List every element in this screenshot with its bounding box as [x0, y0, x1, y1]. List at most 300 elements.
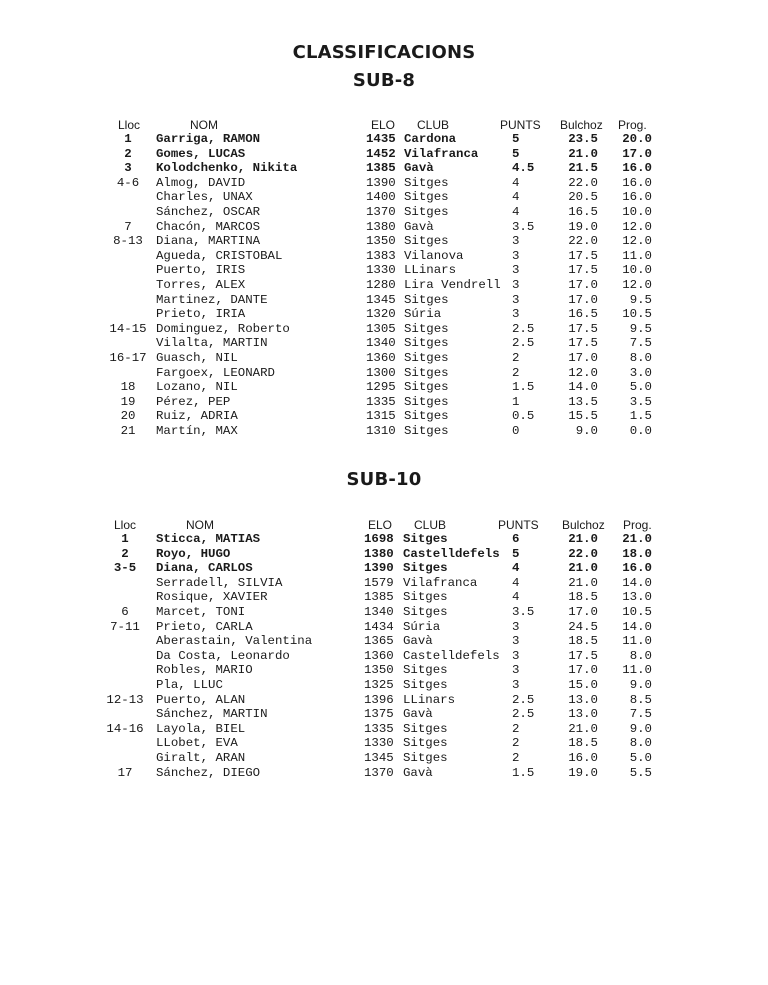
cell-club: Sitges [403, 663, 448, 678]
cell-punts: 4.5 [512, 161, 535, 176]
cell-elo: 1370 [364, 765, 394, 780]
table-row [0, 547, 768, 562]
cell-punts: 4 [512, 205, 520, 219]
cell-club: Vilanova [404, 248, 464, 263]
cell-prog: 11.0 [622, 248, 652, 263]
cell-elo: 1380 [366, 219, 396, 234]
table-row [0, 409, 768, 424]
table-row [0, 176, 768, 191]
cell-prog: 12.0 [622, 234, 652, 249]
cell-punts: 2 [512, 351, 520, 365]
cell-club: Gavà [404, 161, 434, 176]
cell-bulchoz: 17.0 [568, 351, 598, 365]
cell-elo: 1370 [366, 205, 396, 219]
table-row [0, 561, 768, 576]
cell-club: Sitges [403, 721, 448, 736]
cell-name: Giralt, ARAN [156, 751, 246, 765]
cell-bulchoz: 23.5 [568, 132, 598, 146]
cell-elo: 1305 [366, 321, 396, 336]
cell-club: Sitges [404, 424, 449, 438]
cell-club: Sitges [404, 380, 449, 395]
cell-club: Castelldefels [403, 546, 500, 561]
cell-club: Sitges [403, 605, 448, 619]
cell-punts: 3 [512, 648, 520, 663]
cell-name: Royo, HUGO [156, 546, 231, 561]
cell-elo: 1390 [364, 561, 394, 576]
cell-name: Agueda, CRISTOBAL [156, 248, 283, 263]
cell-bulchoz: 17.5 [568, 248, 598, 263]
cell-elo: 1435 [366, 132, 396, 146]
cell-lloc: 8-13 [113, 234, 143, 249]
cell-punts: 6 [512, 532, 520, 546]
cell-club: Sitges [404, 190, 449, 205]
cell-bulchoz: 17.5 [568, 321, 598, 336]
table-row [0, 380, 768, 395]
header-prog: Prog. [618, 118, 647, 132]
cell-punts: 0.5 [512, 409, 535, 424]
table-row [0, 678, 768, 693]
cell-prog: 11.0 [622, 663, 652, 678]
cell-punts: 2 [512, 365, 520, 380]
cell-lloc: 7 [124, 219, 132, 234]
cell-bulchoz: 12.0 [568, 365, 598, 380]
cell-punts: 0 [512, 424, 520, 438]
table-row [0, 663, 768, 678]
cell-club: Vilafranca [403, 575, 478, 590]
header-lloc: Lloc [118, 118, 141, 132]
table-row [0, 234, 768, 249]
cell-bulchoz: 19.0 [568, 219, 598, 234]
cell-name: Martinez, DANTE [156, 292, 268, 307]
table-row [0, 205, 768, 220]
cell-name: Serradell, SILVIA [156, 575, 283, 590]
cell-elo: 1698 [364, 532, 394, 546]
cell-bulchoz: 24.5 [568, 619, 598, 634]
cell-club: LLinars [404, 263, 457, 278]
cell-elo: 1360 [366, 351, 396, 365]
cell-elo: 1434 [364, 619, 394, 634]
cell-club: Gavà [403, 707, 433, 722]
cell-punts: 4 [512, 575, 520, 590]
cell-prog: 1.5 [629, 409, 652, 424]
table-row [0, 576, 768, 591]
cell-prog: 5.0 [629, 380, 652, 395]
table-row [0, 132, 768, 147]
cell-prog: 14.0 [622, 619, 652, 634]
cell-club: LLinars [403, 692, 456, 707]
cell-prog: 10.0 [622, 263, 652, 278]
cell-bulchoz: 17.5 [568, 336, 598, 351]
cell-prog: 8.0 [629, 351, 652, 365]
cell-punts: 2.5 [512, 692, 535, 707]
cell-name: Vilalta, MARTIN [156, 336, 268, 351]
cell-elo: 1380 [364, 546, 394, 561]
cell-name: Sticca, MATIAS [156, 532, 261, 546]
cell-club: Cardona [404, 132, 457, 146]
cell-name: Robles, MARIO [156, 663, 253, 678]
cell-bulchoz: 16.5 [568, 205, 598, 219]
cell-elo: 1390 [366, 175, 396, 190]
table-row [0, 263, 768, 278]
cell-bulchoz: 21.0 [568, 575, 598, 590]
header-club: CLUB [414, 518, 447, 532]
cell-bulchoz: 14.0 [568, 380, 598, 395]
cell-bulchoz: 18.5 [568, 736, 598, 751]
cell-bulchoz: 22.0 [568, 546, 598, 561]
cell-punts: 2.5 [512, 336, 535, 351]
cell-elo: 1325 [364, 678, 394, 692]
cell-name: Lozano, NIL [156, 380, 238, 395]
cell-prog: 10.5 [622, 605, 652, 619]
cell-prog: 16.0 [622, 161, 652, 176]
table-row [0, 307, 768, 322]
cell-punts: 1.5 [512, 380, 535, 395]
cell-name: Martín, MAX [156, 424, 238, 438]
table-row [0, 424, 768, 439]
cell-punts: 3.5 [512, 605, 535, 619]
table-row [0, 766, 768, 781]
cell-bulchoz: 17.0 [568, 278, 598, 292]
cell-punts: 3 [512, 292, 520, 307]
cell-club: Sitges [404, 234, 449, 249]
cell-club: Sitges [403, 561, 448, 576]
cell-bulchoz: 18.5 [568, 634, 598, 649]
cell-elo: 1345 [366, 292, 396, 307]
cell-club: Súria [403, 619, 441, 634]
cell-elo: 1340 [366, 336, 396, 351]
table-row [0, 278, 768, 293]
cell-prog: 8.5 [629, 692, 652, 707]
cell-prog: 10.5 [622, 307, 652, 322]
cell-bulchoz: 17.0 [568, 605, 598, 619]
cell-punts: 4 [512, 175, 520, 190]
cell-prog: 12.0 [622, 219, 652, 234]
cell-prog: 16.0 [622, 190, 652, 205]
header-bulchoz: Bulchoz [560, 118, 603, 132]
cell-elo: 1360 [364, 648, 394, 663]
cell-punts: 2.5 [512, 707, 535, 722]
cell-prog: 16.0 [622, 175, 652, 190]
table-row [0, 590, 768, 605]
cell-lloc: 2 [121, 546, 129, 561]
header-nom: NOM [190, 118, 218, 132]
cell-punts: 4 [512, 190, 520, 205]
cell-name: Sánchez, OSCAR [156, 205, 261, 219]
cell-punts: 3 [512, 263, 520, 278]
cell-punts: 2 [512, 751, 520, 765]
cell-lloc: 16-17 [109, 351, 147, 365]
cell-lloc: 6 [121, 605, 129, 619]
cell-prog: 9.5 [629, 292, 652, 307]
cell-prog: 5.0 [629, 751, 652, 765]
cell-name: Dominguez, Roberto [156, 321, 290, 336]
table-row [0, 351, 768, 366]
cell-club: Vilafranca [404, 146, 479, 161]
cell-elo: 1396 [364, 692, 394, 707]
table-row [0, 249, 768, 264]
cell-elo: 1400 [366, 190, 396, 205]
cell-club: Gavà [403, 765, 433, 780]
cell-club: Sitges [404, 394, 449, 409]
cell-prog: 17.0 [622, 146, 652, 161]
cell-punts: 5 [512, 146, 520, 161]
table-row [0, 395, 768, 410]
cell-punts: 3 [512, 634, 520, 649]
cell-prog: 14.0 [622, 575, 652, 590]
cell-name: Sánchez, MARTIN [156, 707, 268, 722]
cell-club: Sitges [404, 205, 449, 219]
cell-prog: 7.5 [629, 336, 652, 351]
cell-elo: 1300 [366, 365, 396, 380]
cell-punts: 3 [512, 278, 520, 292]
table-row [0, 366, 768, 381]
cell-name: Garriga, RAMON [156, 132, 261, 146]
cell-lloc: 7-11 [110, 619, 140, 634]
cell-lloc: 1 [121, 532, 129, 546]
cell-name: Diana, CARLOS [156, 561, 253, 576]
cell-punts: 2 [512, 736, 520, 751]
cell-prog: 11.0 [622, 634, 652, 649]
cell-bulchoz: 21.5 [568, 161, 598, 176]
cell-elo: 1335 [366, 394, 396, 409]
table-row [0, 649, 768, 664]
cell-club: Sitges [403, 590, 448, 605]
cell-punts: 2 [512, 721, 520, 736]
cell-club: Sitges [403, 532, 448, 546]
cell-lloc: 14-15 [109, 321, 147, 336]
cell-bulchoz: 15.5 [568, 409, 598, 424]
cell-lloc: 3-5 [113, 561, 137, 576]
header-elo: ELO [368, 518, 393, 532]
cell-bulchoz: 17.0 [568, 292, 598, 307]
cell-bulchoz: 15.0 [568, 678, 598, 692]
section-subtitle-sub8: SUB-8 [352, 70, 416, 91]
cell-club: Sitges [404, 365, 449, 380]
cell-lloc: 1 [124, 132, 132, 146]
table-row [0, 161, 768, 176]
cell-punts: 4 [512, 561, 520, 576]
cell-lloc: 12-13 [106, 692, 144, 707]
cell-prog: 5.5 [629, 765, 652, 780]
cell-bulchoz: 21.0 [568, 146, 598, 161]
cell-prog: 8.0 [629, 736, 652, 751]
cell-elo: 1452 [366, 146, 396, 161]
cell-prog: 8.0 [629, 648, 652, 663]
cell-prog: 9.0 [629, 678, 652, 692]
table-row [0, 336, 768, 351]
cell-elo: 1345 [364, 751, 394, 765]
cell-club: Sitges [404, 321, 449, 336]
cell-elo: 1340 [364, 605, 394, 619]
table-row [0, 190, 768, 205]
cell-lloc: 3 [124, 161, 132, 176]
cell-club: Sitges [404, 336, 449, 351]
cell-name: Ruiz, ADRIA [156, 409, 238, 424]
cell-punts: 3 [512, 234, 520, 249]
cell-club: Sitges [404, 175, 449, 190]
cell-lloc: 21 [120, 424, 136, 438]
cell-name: Fargoex, LEONARD [156, 365, 275, 380]
table-row [0, 634, 768, 649]
cell-bulchoz: 19.0 [568, 765, 598, 780]
cell-lloc: 4-6 [116, 175, 140, 190]
cell-name: Almog, DAVID [156, 175, 246, 190]
section-subtitle-sub10: SUB-10 [346, 469, 422, 490]
cell-punts: 3 [512, 248, 520, 263]
cell-punts: 3.5 [512, 219, 535, 234]
cell-elo: 1350 [366, 234, 396, 249]
cell-bulchoz: 17.0 [568, 663, 598, 678]
cell-bulchoz: 18.5 [568, 590, 598, 605]
header-lloc: Lloc [114, 518, 137, 532]
cell-punts: 3 [512, 619, 520, 634]
cell-bulchoz: 17.5 [568, 263, 598, 278]
cell-bulchoz: 21.0 [568, 721, 598, 736]
cell-lloc: 20 [120, 409, 136, 424]
cell-elo: 1375 [364, 707, 394, 722]
cell-lloc: 19 [120, 394, 136, 409]
cell-name: Gomes, LUCAS [156, 146, 246, 161]
cell-prog: 3.0 [629, 365, 652, 380]
table-row [0, 751, 768, 766]
cell-name: Torres, ALEX [156, 278, 246, 292]
cell-elo: 1335 [364, 721, 394, 736]
cell-prog: 16.0 [622, 561, 652, 576]
table-row [0, 322, 768, 337]
cell-club: Sitges [404, 409, 449, 424]
cell-bulchoz: 21.0 [568, 532, 598, 546]
cell-bulchoz: 17.5 [568, 648, 598, 663]
cell-prog: 18.0 [622, 546, 652, 561]
cell-bulchoz: 13.0 [568, 692, 598, 707]
cell-prog: 0.0 [629, 424, 652, 438]
cell-elo: 1385 [364, 590, 394, 605]
table-row [0, 220, 768, 235]
cell-lloc: 18 [120, 380, 136, 395]
cell-bulchoz: 13.0 [568, 707, 598, 722]
cell-elo: 1280 [366, 278, 396, 292]
cell-punts: 2.5 [512, 321, 535, 336]
table-row [0, 147, 768, 162]
cell-name: Puerto, IRIS [156, 263, 246, 278]
cell-bulchoz: 22.0 [568, 175, 598, 190]
cell-prog: 7.5 [629, 707, 652, 722]
cell-club: Sitges [403, 736, 448, 751]
cell-elo: 1383 [366, 248, 396, 263]
cell-punts: 5 [512, 546, 520, 561]
cell-punts: 3 [512, 663, 520, 678]
cell-name: Puerto, ALAN [156, 692, 246, 707]
table-row [0, 736, 768, 751]
header-bulchoz: Bulchoz [562, 518, 605, 532]
cell-bulchoz: 9.0 [575, 424, 598, 438]
cell-bulchoz: 13.5 [568, 394, 598, 409]
cell-club: Castelldefels [403, 648, 500, 663]
cell-prog: 12.0 [622, 278, 652, 292]
cell-elo: 1365 [364, 634, 394, 649]
cell-bulchoz: 16.0 [568, 751, 598, 765]
cell-name: Pla, LLUC [156, 678, 223, 692]
cell-punts: 3 [512, 307, 520, 322]
cell-punts: 4 [512, 590, 520, 605]
cell-lloc: 17 [117, 765, 133, 780]
cell-lloc: 14-16 [106, 721, 144, 736]
cell-elo: 1310 [366, 424, 396, 438]
cell-elo: 1320 [366, 307, 396, 322]
cell-prog: 20.0 [622, 132, 652, 146]
header-punts: PUNTS [500, 118, 541, 132]
cell-name: Prieto, CARLA [156, 619, 253, 634]
cell-bulchoz: 20.5 [568, 190, 598, 205]
cell-prog: 3.5 [629, 394, 652, 409]
cell-name: LLobet, EVA [156, 736, 238, 751]
table-row [0, 722, 768, 737]
cell-club: Gavà [403, 634, 433, 649]
cell-name: Da Costa, Leonardo [156, 648, 290, 663]
table-row [0, 293, 768, 308]
cell-name: Prieto, IRIA [156, 307, 246, 322]
cell-name: Kolodchenko, Nikita [156, 161, 298, 176]
cell-name: Aberastain, Valentina [156, 634, 313, 649]
cell-prog: 9.5 [629, 321, 652, 336]
cell-elo: 1579 [364, 575, 394, 590]
cell-name: Chacón, MARCOS [156, 219, 261, 234]
cell-name: Guasch, NIL [156, 351, 238, 365]
table-row [0, 620, 768, 635]
table-row [0, 693, 768, 708]
cell-lloc: 2 [124, 146, 132, 161]
cell-elo: 1295 [366, 380, 396, 395]
cell-club: Gavà [404, 219, 434, 234]
cell-name: Marcet, TONI [156, 605, 246, 619]
header-elo: ELO [371, 118, 396, 132]
cell-bulchoz: 22.0 [568, 234, 598, 249]
cell-bulchoz: 21.0 [568, 561, 598, 576]
cell-club: Sitges [404, 351, 449, 365]
cell-elo: 1330 [364, 736, 394, 751]
header-club: CLUB [417, 118, 450, 132]
cell-name: Rosique, XAVIER [156, 590, 268, 605]
cell-punts: 5 [512, 132, 520, 146]
cell-club: Lira Vendrell [404, 278, 501, 292]
cell-name: Pérez, PEP [156, 394, 231, 409]
header-prog: Prog. [623, 518, 652, 532]
cell-elo: 1385 [366, 161, 396, 176]
cell-prog: 13.0 [622, 590, 652, 605]
header-punts: PUNTS [498, 518, 539, 532]
cell-name: Charles, UNAX [156, 190, 253, 205]
cell-prog: 10.0 [622, 205, 652, 219]
table-row [0, 605, 768, 620]
cell-prog: 21.0 [622, 532, 652, 546]
cell-club: Sitges [403, 751, 448, 765]
cell-punts: 3 [512, 678, 520, 692]
cell-prog: 9.0 [629, 721, 652, 736]
cell-name: Sánchez, DIEGO [156, 765, 261, 780]
cell-punts: 1 [512, 394, 520, 409]
table-row [0, 532, 768, 547]
cell-club: Sitges [403, 678, 448, 692]
cell-club: Sitges [404, 292, 449, 307]
cell-elo: 1350 [364, 663, 394, 678]
cell-name: Layola, BIEL [156, 721, 246, 736]
cell-elo: 1315 [366, 409, 396, 424]
cell-punts: 1.5 [512, 765, 535, 780]
document-title: CLASSIFICACIONS [292, 42, 476, 63]
cell-elo: 1330 [366, 263, 396, 278]
table-row [0, 707, 768, 722]
header-nom: NOM [186, 518, 214, 532]
